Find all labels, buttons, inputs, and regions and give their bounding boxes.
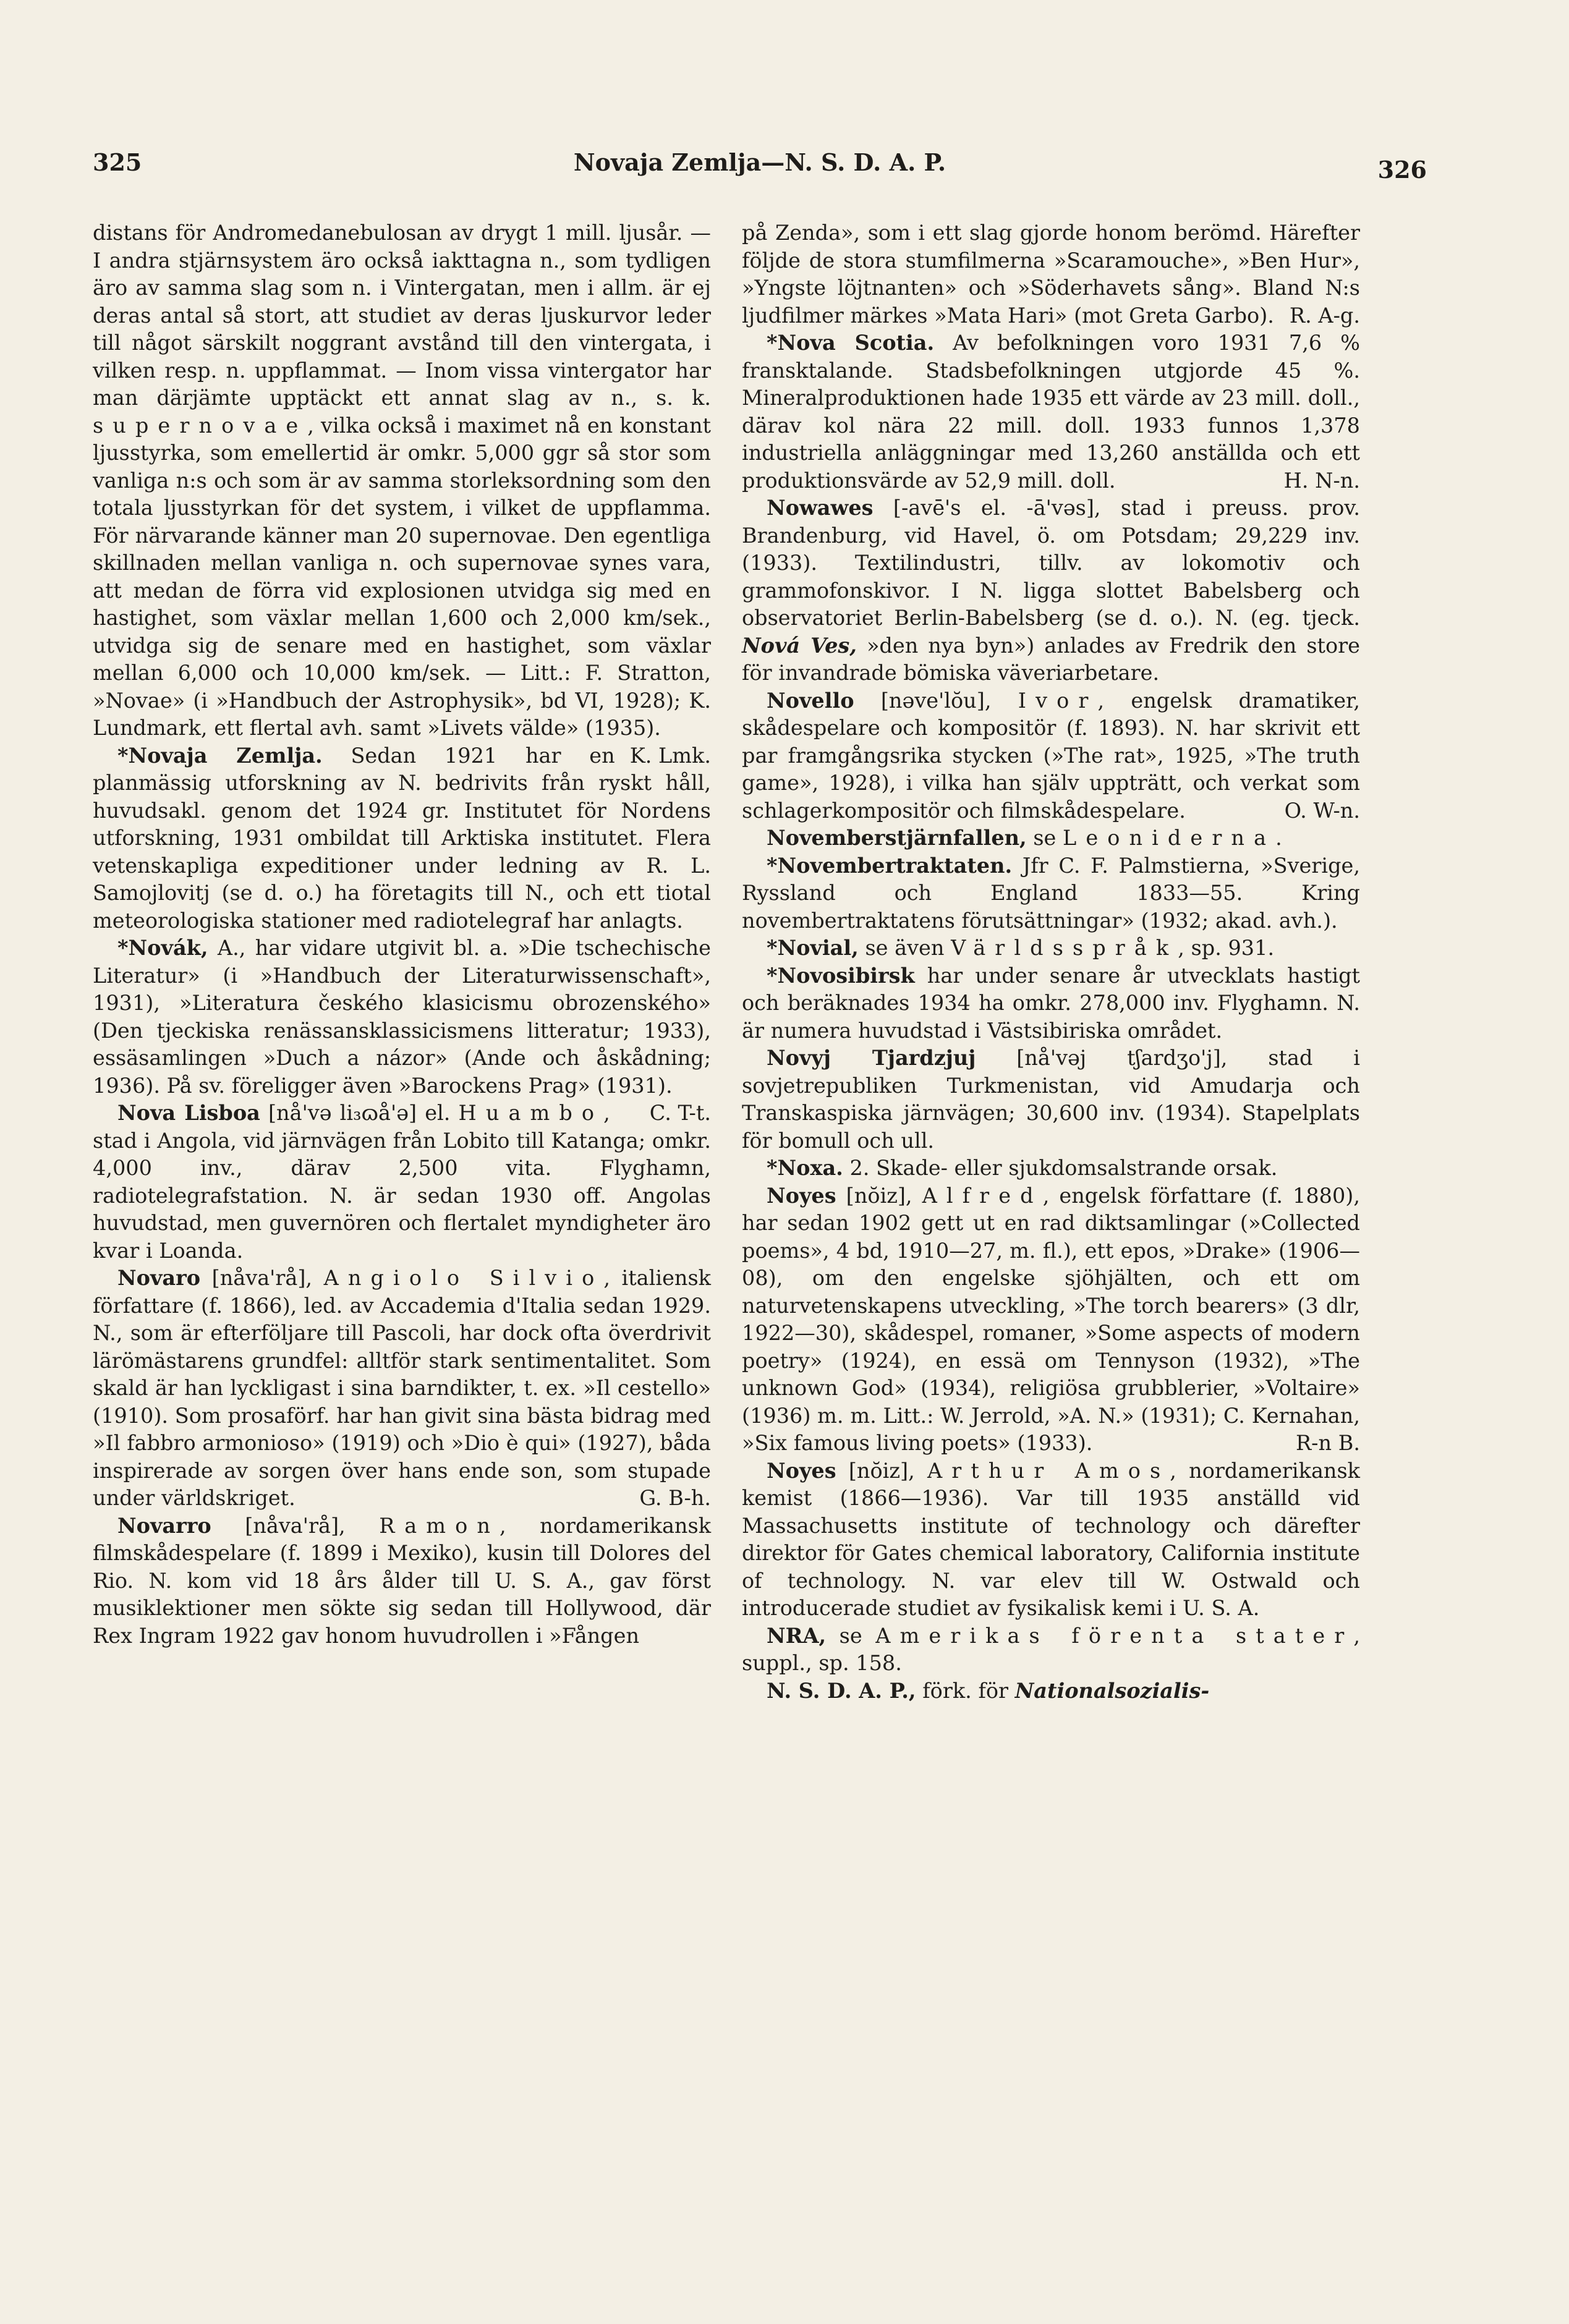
entry-nova-lisboa: Nova Lisboa [nå'və li₃ɷå'ə] el. Huambo, stad i Angola, vid järnvägen från Lobito till Katanga; omkr. 4,000 inv., därav 2,500 vita. Flyghamn, radiotelegrafstation. N. är sedan 1930 off. Angolas huvudstad, men guvernören och flertalet myndigheter äro kvar i Loanda. [93,1101,711,1263]
headword: *Noxa. [767,1156,843,1180]
running-title: Novaja Zemlja—N. S. D. A. P. [573,148,946,176]
author-signature: K. Lmk. [629,743,711,768]
author-signature: R-n B. [1295,1431,1360,1455]
entry-novemberstjarnfallen: Novemberstjärnfallen, se Leoniderna. [767,826,1282,850]
headword: *Nova Scotia. [767,331,935,355]
entry-nowawes: Nowawes [-avē's el. -ā'vəs], stad i preuss. prov. Brandenburg, vid Havel, ö. om Potsdam; 29,229 inv. (1933). Textilindustri, tillv. av lokomotiv och grammofonskivor. I N. ligga slottet Babelsberg och observatoriet Berlin-Babelsberg (se d. o.). N. (eg. tjeck. Nová Ves, »den nya byn») anlades av Fredrik den store för invandrade bömiska väveriarbetare. [742,496,1360,685]
entry-novosibirsk: *Novosibirsk har under senare år utvecklats hastigt och beräknades 1934 ha omkr. 278,000 inv. Flyghamn. N. är numera huvudstad i Västsibiriska området. [742,963,1360,1043]
entry-nova-scotia: *Nova Scotia. Av befolkningen voro 1931 7,6 % fransktalande. Stadsbefolkningen utgjorde 45 %. Mineralproduktionen hade 1935 ett värde av 23 mill. doll., därav kol nära 22 mill. doll. 1933 funnos 1,378 industriella anläggningar med 13,260 anställda och ett produktionsvärde av 52,9 mill. doll. H. N-n. [742,329,1360,494]
headword: *Novaja Zemlja. [117,743,323,768]
headword: Noyes [767,1183,836,1208]
headword: *Novial, [767,936,859,960]
entry-novaja-zemlja: *Novaja Zemlja. Sedan 1921 har en planmässig utforskning av N. bedrivits från ryskt håll, huvudsakl. genom det 1924 gr. Institutet för Nordens utforskning, 1931 ombildat till Arktiska institutet. Flera vetenskapliga expeditioner under ledning av R. L. Samojlovitj (se d. o.) ha företagits till N., och ett tiotal meteorologiska stationer med radiotelegraf har anlagts. [93,743,711,933]
page-number-right: 326 [1377,156,1427,184]
headword: Noyes [767,1458,836,1483]
headword: Nova Lisboa [117,1101,260,1125]
headword: *Novák, [117,936,208,960]
headword: NRA, [767,1623,827,1648]
headword: N. S. D. A. P., [767,1678,916,1703]
headword: *Novembertraktaten. [767,853,1013,878]
headword: Novello [767,688,854,713]
headword: Novyj Tjardzjuj [767,1046,976,1070]
headword: Novemberstjärnfallen, [767,826,1027,850]
left-column [93,219,711,1650]
author-signature: C. T-t. [649,1101,711,1125]
entry-novarro: Novarro [nåva'rå], Ramon, nordamerikansk filmskådespelare (f. 1899 i Mexiko), kusin till Dolores del Rio. N. kom vid 18 års ålder till U. S. A., gav först musiklektioner men sökte sig sedan till Hollywood, där Rex Ingram 1922 gav honom huvudrollen i »Fången [93,1513,712,1648]
entry-novaro: Novaro [nåva'rå], Angiolo Silvio, italiensk författare (f. 1866), led. av Accademia d'Italia sedan 1929. N., som är efterföljare till Pascoli, har dock ofta överdrivit lärömästarens grundfel: alltför stark sentimentalitet. Som skald är han lyckligast i sina barndikter, t. ex. »Il cestello» (1910). Som prosaförf. har han givit sina bästa bidrag med »Il fabbro armonioso» (1919) och »Dio è qui» (1927), båda inspirerade av sorgen över hans ende son, som stupade under världskriget. G. B-h. [93,1265,711,1512]
headword: Nowawes [767,496,874,520]
entry-nsdap: N. S. D. A. P., förk. för Nationalsozialis- [767,1678,1210,1703]
author-signature: G. B-h. [639,1486,711,1510]
page-header [93,148,1427,185]
author-signature: H. N-n. [1283,468,1360,493]
entry-noxa: *Noxa. 2. Skade- eller sjukdomsalstrande orsak. [767,1156,1278,1180]
entry-novae-continued: distans för Andromedanebulosan av drygt 1 mill. ljusår. — I andra stjärnsystem äro också iakttagna n., som tydligen äro av samma slag som n. i Vintergatan, men i allm. är ej deras antal så stort, att studiet av deras ljuskurvor leder till något särskilt noggrant avstånd till den vintergata, i vilken resp. n. uppflammat. — Inom vissa vintergator har man därjämte upptäckt ett annat slag av n., s. k. supernovae, vilka också i maximet nå en konstant ljusstyrka, som emellertid är omkr. 5,000 ggr så stor som vanliga n:s och som är av samma storleksordning som den totala ljusstyrkan för det system, i vilket de uppflamma. För närvarande känner man 20 supernovae. Den egentliga skillnaden mellan vanliga n. och supernovae synes vara, att medan de förra vid explosionen utvidga sig med en hastighet, som växlar mellan 1,600 och 2,000 km/sek., utvidga sig de senare med en hastighet, som växlar mellan 6,000 och 10,000 km/sek. — Litt.: F. Stratton, »Novae» (i »Handbuch der Astrophysik», bd VI, 1928); K. Lundmark, ett flertal avh. samt »Livets välde» (1935). K. Lmk. [93,219,711,742]
entry-novak: *Novák, A., har vidare utgivit bl. a. »Die tschechische Literatur» (i »Handbuch der Literaturwissenschaft», 1931), »Literatura českého klasicismu obrozenského» (Den tjeckiska renässansklassicismens litteratur; 1933), essäsamlingen »Duch a názor» (Ande och åskådning; 1936). På sv. föreligger även »Barockens Prag» (1931). C. T-t. [93,935,711,1100]
entry-novarro-continued: på Zenda», som i ett slag gjorde honom berömd. Härefter följde de stora stumfilmerna »Scaramouche», »Ben Hur», »Yngste löjtnanten» och »Söderhavets sång». Bland N:s ljudfilmer märkes »Mata Hari» (mot Greta Garbo). R. A-g. [742,219,1360,329]
entry-novembertraktaten: *Novembertraktaten. Jfr C. F. Palmstierna, »Sverige, Ryssland och England 1833—55. Kring novembertraktatens förutsättningar» (1932; akad. avh.). [742,853,1360,933]
headword: *Novosibirsk [767,963,915,988]
entry-noyes-alfred: Noyes [nŏiz], Alfred, engelsk författare (f. 1880), har sedan 1902 gett ut en rad diktsamlingar (»Collected poems», 4 bd, 1910—27, m. fl.), ett epos, »Drake» (1906—08), om den engelske sjöhjälten, och ett om naturvetenskapens utveckling, »The torch bearers» (3 dlr, 1922—30), skådespel, romaner, »Some aspects of modern poetry» (1924), en essä om Tennyson (1932), »The unknown God» (1934), religiösa grubblerier, »Voltaire» (1936) m. m. Litt.: W. Jerrold, »A. N.» (1931); C. Kernahan, »Six famous living poets» (1933). R-n B. [742,1182,1360,1457]
author-signature: R. A-g. [1289,303,1360,328]
headword: Novarro [117,1513,211,1538]
headword: Novaro [117,1266,201,1290]
author-signature: O. W-n. [1284,798,1360,823]
entry-nra: NRA, se Amerikas förenta stater, suppl., sp. 158. [742,1623,1361,1675]
right-column [742,219,1360,1705]
entry-noyes-arthur: Noyes [nŏiz], Arthur Amos, nordamerikansk kemist (1866—1936). Var till 1935 anställd vid Massachusetts institute of technology och därefter direktor för Gates chemical laboratory, California institute of technology. N. var elev till W. Ostwald och introducerade studiet av fysikalisk kemi i U. S. A. [742,1458,1360,1620]
entry-novello: Novello [nəve'lŏu], Ivor, engelsk dramatiker, skådespelare och kompositör (f. 1893). N. har skrivit ett par framgångsrika stycken (»The rat», 1925, »The truth game», 1928), i vilka han själv uppträtt, och verkat som schlagerkompositör och filmskådespelare. O. W-n. [742,687,1360,825]
entry-novyj-tjardzjuj: Novyj Tjardzjuj [nå'vəj tʃardʒo'j], stad i sovjetrepubliken Turkmenistan, vid Amudarja och Transkaspiska järnvägen; 30,600 inv. (1934). Stapelplats för bomull och ull. [742,1046,1360,1153]
page-number-left: 325 [93,148,142,176]
entry-novial: *Novial, se även Världsspråk, sp. 931. [767,936,1275,960]
